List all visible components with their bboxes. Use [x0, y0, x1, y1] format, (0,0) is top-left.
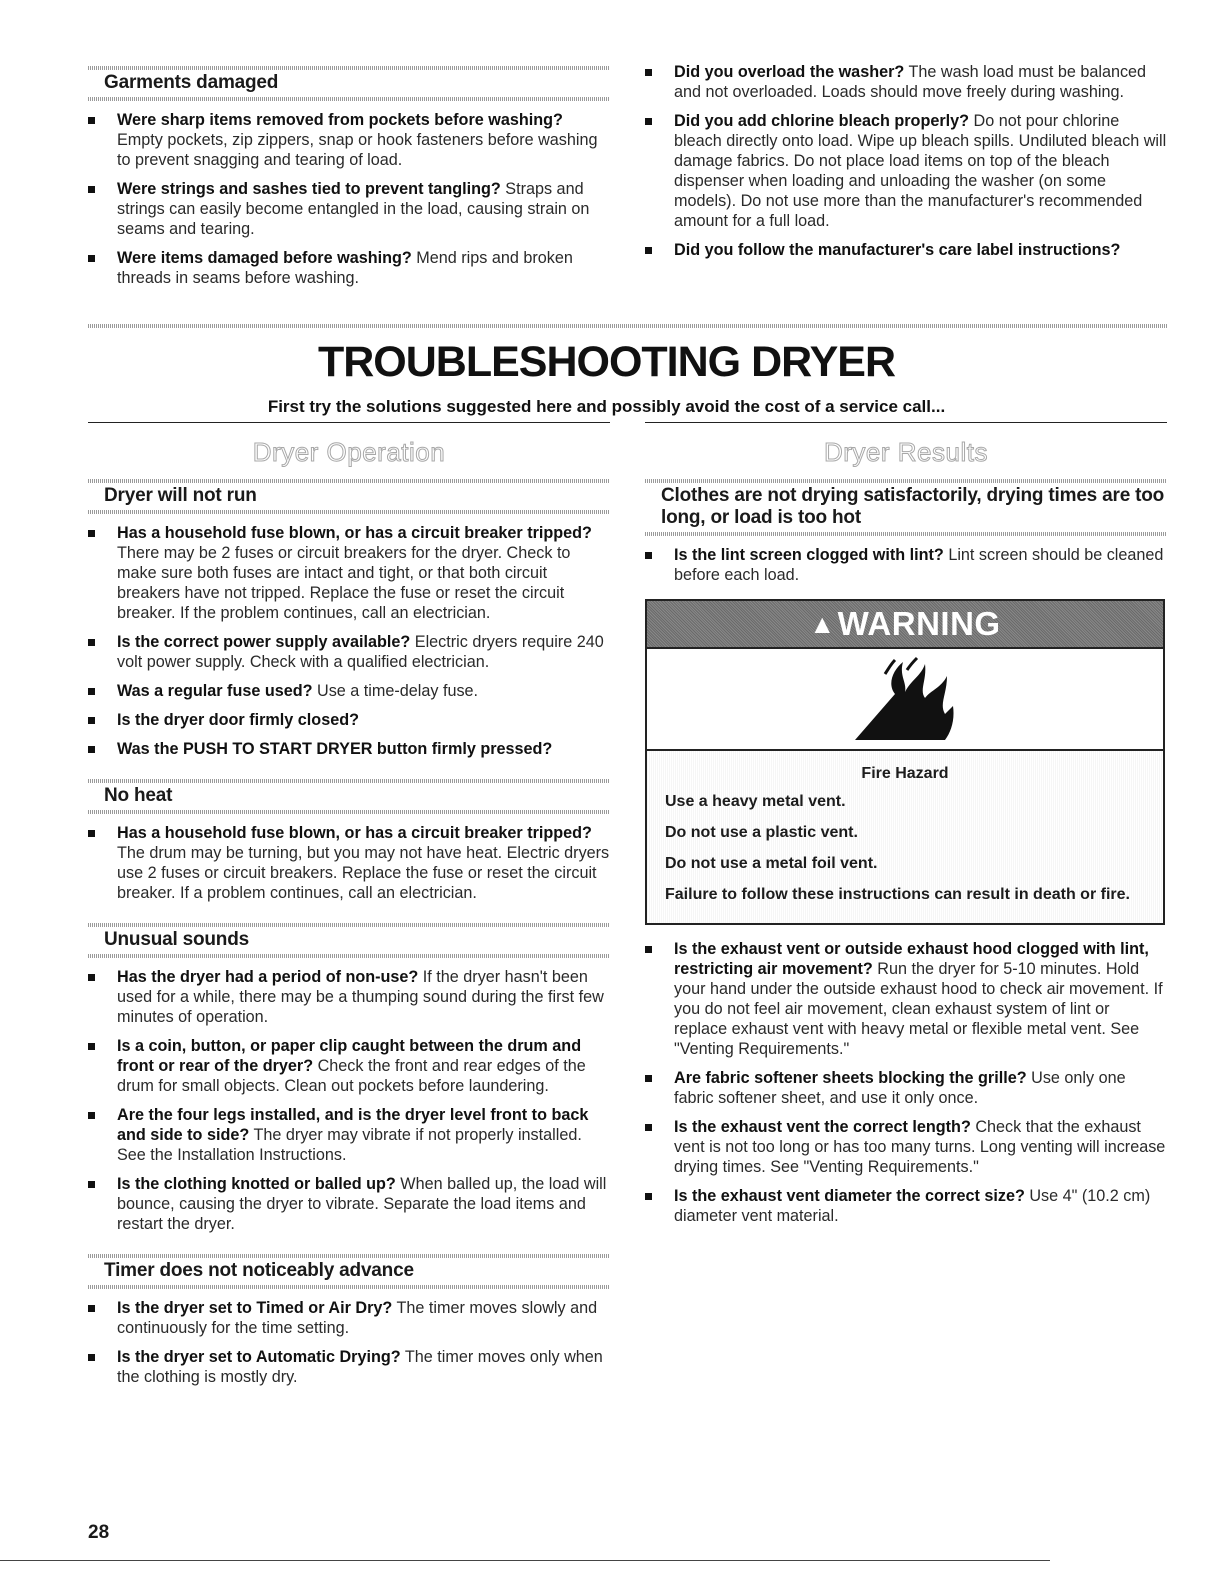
garments-damaged-list — [88, 110, 610, 288]
hazard-title: Fire Hazard — [861, 765, 949, 782]
fire-icon — [647, 647, 1163, 751]
garments-damaged-continued — [645, 62, 1167, 269]
list-item — [645, 545, 1167, 585]
question: Are the four legs installed, and is the dryer level front to back and side to side? — [117, 1106, 589, 1144]
question: Is the dryer set to Timed or Air Dry? — [117, 1299, 393, 1317]
section-heading-timer: Timer does not noticeably advance — [88, 1254, 610, 1289]
title-rule-left — [88, 422, 610, 423]
section-heading-dryer-will-not-run: Dryer will not run — [88, 479, 610, 514]
question: Was a regular fuse used? — [117, 682, 313, 700]
dryer-operation-heading: Dryer Operation — [252, 437, 446, 467]
question: Were sharp items removed from pockets before washing? — [117, 111, 563, 129]
question: Were items damaged before washing? — [117, 249, 412, 267]
list-item — [645, 1186, 1167, 1226]
section-heading-no-heat: No heat — [88, 779, 610, 814]
question: Is the dryer set to Automatic Drying? — [117, 1348, 401, 1366]
answer: The timer moves only when the clothing is mostly dry. — [117, 1348, 603, 1386]
question: Has a household fuse blown, or has a circuit breaker tripped? — [117, 824, 592, 842]
dryer-results-column — [645, 437, 1167, 1235]
list-item — [645, 1068, 1167, 1108]
answer: Check the front and rear edges of the drum for small objects. Clean out pockets before laundering. — [117, 1057, 586, 1095]
answer: Use only one fabric softener sheet, and use it only once. — [674, 1069, 1126, 1107]
list-item — [88, 248, 610, 288]
list-item — [88, 823, 610, 903]
question: Did you add chlorine bleach properly? — [674, 112, 970, 130]
list-item — [645, 1117, 1167, 1177]
exhaust-checks-list — [645, 939, 1167, 1226]
list-item — [88, 967, 610, 1027]
warning-line: Use a heavy metal vent. — [665, 793, 846, 810]
washer-checks-list — [645, 62, 1167, 260]
question: Did you follow the manufacturer's care label instructions? — [674, 241, 1121, 259]
warning-label: WARNING — [837, 605, 1001, 642]
answer: Mend rips and broken threads in seams before washing. — [117, 249, 573, 287]
list-item — [88, 523, 610, 623]
dryer-results-heading: Dryer Results — [824, 437, 988, 467]
warning-line: Failure to follow these instructions can result in death or fire. — [665, 886, 1130, 903]
section-heading: Garments damaged — [88, 66, 610, 101]
question: Is the exhaust vent diameter the correct size? — [674, 1187, 1025, 1205]
list-item — [645, 939, 1167, 1059]
section-heading-unusual-sounds: Unusual sounds — [88, 923, 610, 958]
list-item — [88, 681, 610, 701]
answer: Run the dryer for 5-10 minutes. Hold your hand under the outside exhaust hood to check air movement. If you do not feel air movement, clean exhaust system of lint or replace exhaust vent with heavy metal or flexible metal vent. See "Venting Requirements." — [674, 960, 1163, 1058]
list-item — [645, 62, 1167, 102]
question: Were strings and sashes tied to prevent tangling? — [117, 180, 501, 198]
question: Is the clothing knotted or balled up? — [117, 1175, 396, 1193]
timer-list — [88, 1298, 610, 1387]
question: Are fabric softener sheets blocking the grille? — [674, 1069, 1027, 1087]
question: Has the dryer had a period of non-use? — [117, 968, 419, 986]
dryer-operation-column — [88, 437, 610, 1396]
warning-line: Do not use a plastic vent. — [665, 824, 858, 841]
list-item — [88, 739, 610, 759]
warning-line: Do not use a metal foil vent. — [665, 855, 878, 872]
answer: Check that the exhaust vent is not too long or has too many turns. Long venting will increase drying times. See "Venting Requirements." — [674, 1118, 1166, 1176]
list-item — [645, 111, 1167, 231]
garments-damaged-section — [88, 66, 610, 297]
unusual-sounds-list — [88, 967, 610, 1234]
list-item — [88, 1347, 610, 1387]
answer: Empty pockets, zip zippers, snap or hook fasteners before washing to prevent snagging and tearing of load. — [117, 131, 598, 169]
page-title: TROUBLESHOOTING DRYER — [317, 338, 896, 386]
answer: If the dryer hasn't been used for a while, there may be a thumping sound during the first few minutes of operation. — [117, 968, 604, 1026]
answer: When balled up, the load will bounce, causing the dryer to vibrate. Separate the load items and restart the dryer. — [117, 1175, 607, 1233]
answer: The drum may be turning, but you may not have heat. Electric dryers use 2 fuses or circuit breakers. Replace the fuse or reset the circuit breaker. If a problem continues, call an electrician. — [117, 844, 610, 902]
answer: Lint screen should be cleaned before each load. — [674, 546, 1164, 584]
question: Is the lint screen clogged with lint? — [674, 546, 944, 564]
page-number: 28 — [88, 1522, 110, 1543]
dryer-will-not-run-list — [88, 523, 610, 759]
question: Is the dryer door firmly closed? — [117, 711, 359, 729]
not-drying-list — [645, 545, 1167, 585]
section-heading-not-drying: Clothes are not drying satisfactorily, drying times are too long, or load is too hot — [645, 479, 1167, 536]
question: Is the exhaust vent the correct length? — [674, 1118, 971, 1136]
question: Did you overload the washer? — [674, 63, 905, 81]
answer: Do not pour chlorine bleach directly onto load. Wipe up bleach spills. Undiluted bleach will damage fabrics. Do not place load items on top of the bleach dispenser when loading and unloading the washer (on some models). Do not use more than the manufacturer's recommended amount for a full load. — [674, 112, 1167, 230]
question: Is a coin, button, or paper clip caught between the drum and front or rear of the dryer? — [117, 1037, 582, 1075]
answer: Straps and strings can easily become entangled in the load, causing strain on seams and tearing. — [117, 180, 590, 238]
list-item — [88, 110, 610, 170]
list-item — [88, 632, 610, 672]
list-item — [645, 240, 1167, 260]
fire-hazard-warning — [645, 599, 1165, 925]
list-item — [88, 710, 610, 730]
flame-symbol — [845, 654, 965, 744]
list-item — [88, 1298, 610, 1338]
warning-triangle-icon: ▲ — [809, 608, 836, 639]
answer: The dryer may vibrate if not properly installed. See the Installation Instructions. — [117, 1126, 582, 1164]
question: Has a household fuse blown, or has a circuit breaker tripped? — [117, 524, 592, 542]
question: Is the correct power supply available? — [117, 633, 411, 651]
list-item — [88, 179, 610, 239]
section-divider — [88, 324, 1168, 328]
warning-banner — [647, 601, 1163, 647]
list-item — [88, 1105, 610, 1165]
answer: There may be 2 fuses or circuit breakers for the dryer. Check to make sure both fuses are intact and tight, or that both circuit breakers have not tripped. Replace the fuse or reset the circuit breaker. If the problem continues, call an electrician. — [117, 544, 571, 622]
warning-body — [647, 751, 1163, 923]
bottom-rule — [0, 1560, 1050, 1561]
answer: Use a time-delay fuse. — [312, 682, 479, 700]
title-rule-right — [645, 422, 1167, 423]
question: Was the PUSH TO START DRYER button firmly pressed? — [117, 740, 553, 758]
answer: The timer moves slowly and continuously for the time setting. — [117, 1299, 598, 1337]
no-heat-list — [88, 823, 610, 903]
answer: Electric dryers require 240 volt power supply. Check with a qualified electrician. — [117, 633, 604, 671]
question: Is the exhaust vent or outside exhaust hood clogged with lint, restricting air movement? — [674, 940, 1149, 978]
list-item — [88, 1036, 610, 1096]
page-subtitle: First try the solutions suggested here and possibly avoid the cost of a service call... — [267, 397, 946, 416]
answer: The wash load must be balanced and not overloaded. Loads should move freely during washing. — [674, 63, 1147, 101]
answer: Use 4" (10.2 cm) diameter vent material. — [674, 1187, 1151, 1225]
list-item — [88, 1174, 610, 1234]
